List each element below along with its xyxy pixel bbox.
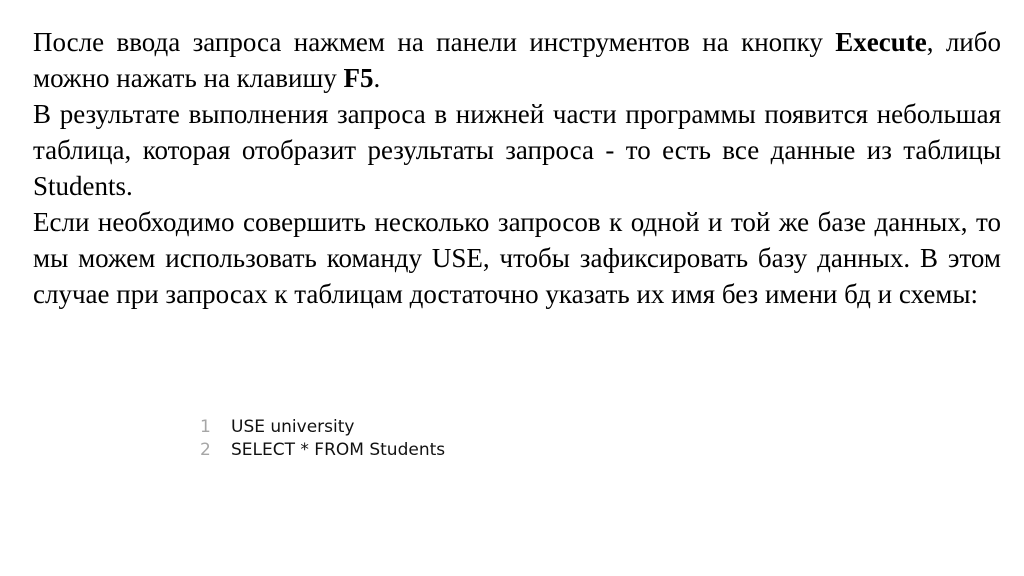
f5-keyword: F5 <box>343 63 374 93</box>
paragraph-use: Если необходимо совершить несколько запросов к одной и той же базе данных, то мы можем использовать команду USE, чтобы зафиксировать базу данных. В этом случае при запросах к таблицам достаточно указать их имя без имени бд и схемы: <box>33 207 1001 309</box>
paragraph-text: После ввода запроса нажмем на панели инструментов на кнопку <box>33 27 836 57</box>
text-body <box>33 24 1001 312</box>
code-block <box>200 416 445 462</box>
code-line <box>200 416 445 439</box>
execute-keyword: Execute <box>835 27 927 57</box>
line-number: 1 <box>200 417 211 437</box>
paragraph-execute <box>33 24 1001 96</box>
paragraph-text: . <box>373 63 381 93</box>
line-number: 2 <box>200 440 211 460</box>
paragraph-text: , либо можно нажать на клавишу <box>33 27 1001 93</box>
code-line <box>200 439 445 462</box>
code-text: USE university <box>231 417 355 437</box>
code-text: SELECT * FROM Students <box>231 440 446 460</box>
paragraph-result: В результате выполнения запроса в нижней части программы появится небольшая таблица, которая отобразит результаты запроса - то есть все данные из таблицы Students. <box>33 99 1001 201</box>
